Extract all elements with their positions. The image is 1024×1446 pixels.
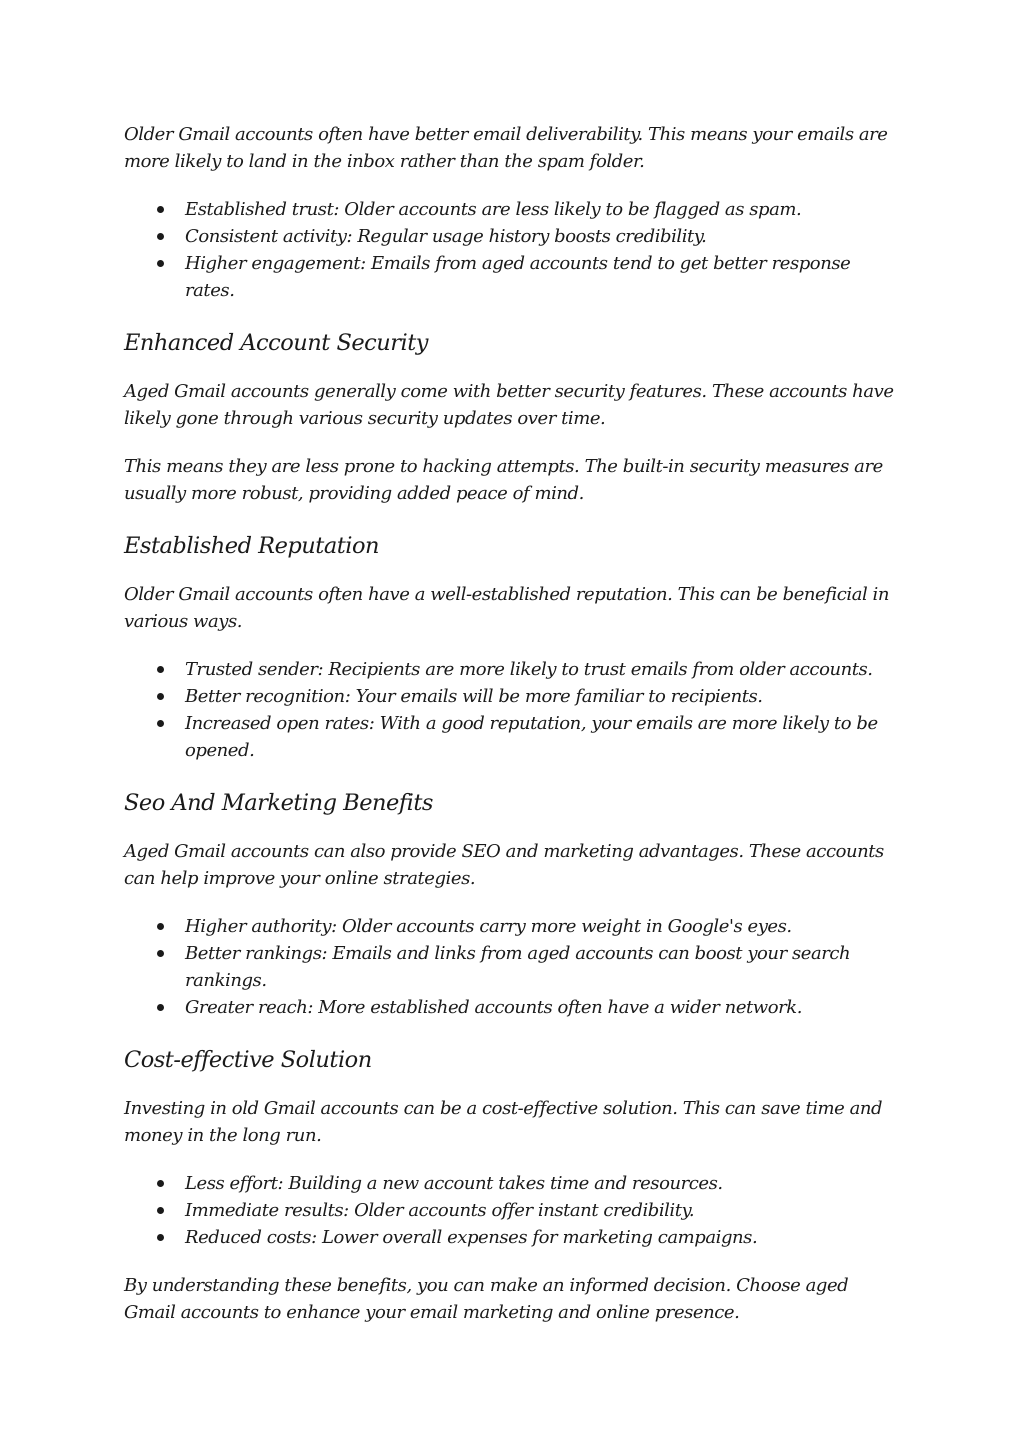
document-page	[124, 121, 904, 1326]
section-heading-reputation: Established Reputation	[124, 533, 380, 559]
bullet-icon	[157, 1180, 164, 1187]
list-item: Established trust: Older accounts are less likely to be flagged as spam.	[124, 196, 904, 223]
list-item: Increased open rates: With a good reputation, your emails are more likely to be opened.	[124, 710, 904, 764]
conclusion-paragraph: By understanding these benefits, you can make an informed decision. Choose aged Gmail accounts to enhance your email marketing and online presence.	[124, 1275, 849, 1323]
list-item: Immediate results: Older accounts offer instant credibility.	[124, 1197, 904, 1224]
section-heading-cost: Cost-effective Solution	[124, 1047, 372, 1073]
seo-paragraph: Aged Gmail accounts can also provide SEO and marketing advantages. These accounts can help improve your online strategies.	[124, 841, 884, 889]
list-item: Consistent activity: Regular usage history boosts credibility.	[124, 223, 904, 250]
bullet-icon	[157, 206, 164, 213]
bullet-icon	[157, 260, 164, 267]
list-item: Higher engagement: Emails from aged accounts tend to get better response rates.	[124, 250, 904, 304]
intro-paragraph: Older Gmail accounts often have better email deliverability. This means your emails are more likely to land in the inbox rather than the spam folder.	[124, 124, 888, 172]
bullet-icon	[157, 1207, 164, 1214]
reputation-list	[124, 656, 904, 764]
section-heading-security: Enhanced Account Security	[124, 330, 428, 356]
seo-list	[124, 913, 904, 1021]
list-item: Trusted sender: Recipients are more likely to trust emails from older accounts.	[124, 656, 904, 683]
bullet-icon	[157, 923, 164, 930]
security-paragraph-2: This means they are less prone to hacking attempts. The built-in security measures are usually more robust, providing added peace of mind.	[124, 456, 883, 504]
deliverability-list	[124, 196, 904, 304]
security-paragraph-1: Aged Gmail accounts generally come with better security features. These accounts have likely gone through various security updates over time.	[124, 381, 894, 429]
section-heading-seo: Seo And Marketing Benefits	[124, 790, 433, 816]
reputation-paragraph: Older Gmail accounts often have a well-established reputation. This can be beneficial in various ways.	[124, 584, 890, 632]
bullet-icon	[157, 1234, 164, 1241]
list-item: Less effort: Building a new account takes time and resources.	[124, 1170, 904, 1197]
bullet-icon	[157, 666, 164, 673]
cost-paragraph: Investing in old Gmail accounts can be a cost-effective solution. This can save time and money in the long run.	[124, 1098, 883, 1146]
bullet-icon	[157, 693, 164, 700]
list-item: Greater reach: More established accounts often have a wider network.	[124, 994, 904, 1021]
bullet-icon	[157, 950, 164, 957]
list-item: Better rankings: Emails and links from aged accounts can boost your search rankings.	[124, 940, 904, 994]
bullet-icon	[157, 1004, 164, 1011]
cost-list	[124, 1170, 904, 1251]
list-item: Reduced costs: Lower overall expenses for marketing campaigns.	[124, 1224, 904, 1251]
list-item: Higher authority: Older accounts carry more weight in Google's eyes.	[124, 913, 904, 940]
list-item: Better recognition: Your emails will be more familiar to recipients.	[124, 683, 904, 710]
bullet-icon	[157, 720, 164, 727]
bullet-icon	[157, 233, 164, 240]
